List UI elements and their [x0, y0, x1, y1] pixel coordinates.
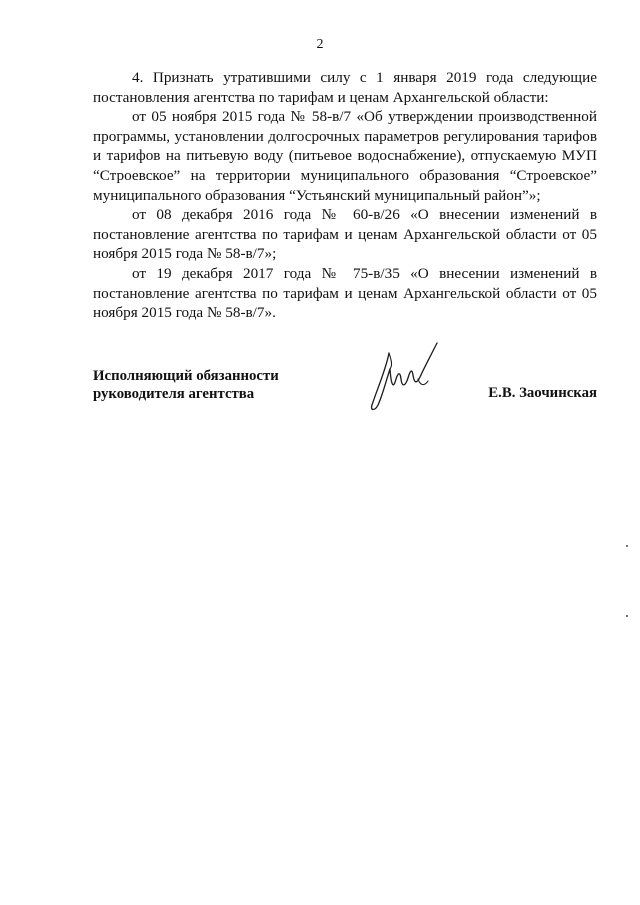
clause-4-paragraph: 4. Признать утратившими силу с 1 января 2019 года следующие постановления агентства по тарифам и ценам Архангельской области: [93, 69, 597, 106]
handwritten-signature [360, 335, 460, 415]
repealed-resolution-3: от 19 декабря 2017 года № 75-в/35 «О внесении изменений в постановление агентства по тарифам и ценам Архангельской области от 05 ноября 2015 года № 58-в/7». [93, 264, 597, 322]
signatory-name: Е.В. Заочинская [488, 385, 597, 401]
scan-artifact [626, 545, 628, 547]
signatory-title-line-2: руководителя агентства [93, 386, 255, 402]
repealed-resolution-1: от 05 ноября 2015 года № 58-в/7 «Об утверждении производственной программы, установлении долгосрочных параметров регулирования тарифов и тарифов на питьевую воду (питьевое водоснабжение), отпускаемую МУП “Строевское” на территории муниципального образования “Строевское” муниципального образования “Устьянский муниципальный район”»; [93, 108, 597, 204]
page-number: 2 [316, 37, 324, 52]
document-body [93, 68, 597, 323]
repealed-resolution-2: от 08 декабря 2016 года № 60-в/26 «О внесении изменений в постановление агентства по тарифам и ценам Архангельской области от 05 ноября 2015 года № 58-в/7»; [93, 206, 597, 263]
signatory-title [93, 367, 279, 403]
scan-artifact [626, 615, 628, 617]
signatory-title-line-1: Исполняющий обязанности [93, 368, 279, 384]
